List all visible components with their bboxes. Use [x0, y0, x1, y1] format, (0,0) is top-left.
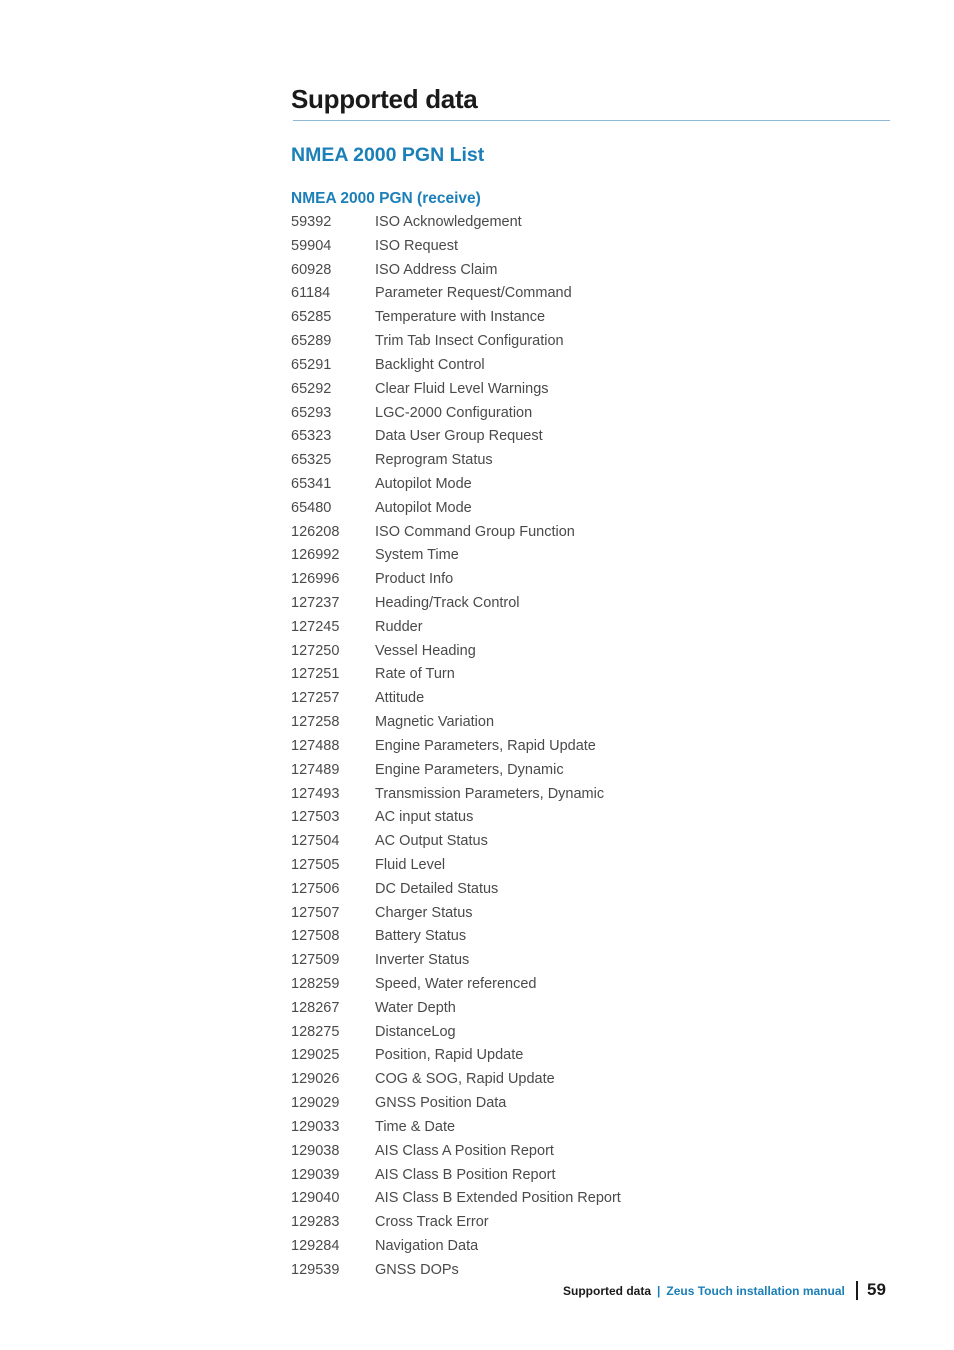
- pgn-description: ISO Acknowledgement: [375, 214, 522, 230]
- pgn-row: [291, 235, 621, 259]
- pgn-description: Clear Fluid Level Warnings: [375, 380, 549, 397]
- pgn-number: 127245: [291, 618, 340, 635]
- footer: [563, 1284, 845, 1298]
- pgn-row: [291, 1164, 621, 1188]
- pgn-row: [291, 759, 621, 783]
- pgn-number: 127258: [291, 714, 340, 731]
- pgn-number: 129040: [291, 1190, 340, 1207]
- pgn-description: Fluid Level: [375, 856, 446, 873]
- pgn-description: Time & Date: [375, 1118, 456, 1135]
- pgn-number: 127504: [291, 833, 340, 850]
- page-number-bar: [856, 1281, 858, 1300]
- pgn-description: Autopilot Mode: [375, 475, 472, 492]
- pgn-description: LGC-2000 Configuration: [375, 404, 533, 421]
- pgn-row: [291, 402, 621, 426]
- pgn-row: [291, 1140, 621, 1164]
- section-title: NMEA 2000 PGN List: [291, 144, 485, 166]
- pgn-number: 129284: [291, 1237, 340, 1254]
- pgn-number: 59392: [291, 214, 332, 230]
- pgn-row: [291, 616, 621, 640]
- pgn-description: Autopilot Mode: [375, 499, 472, 516]
- pgn-description: Navigation Data: [375, 1237, 479, 1254]
- footer-manual-title: Zeus Touch installation manual: [666, 1284, 845, 1298]
- pgn-description: Rate of Turn: [375, 666, 455, 683]
- pgn-description: Speed, Water referenced: [375, 976, 537, 992]
- pgn-number: 127251: [291, 666, 340, 683]
- pgn-number: 128275: [291, 1023, 340, 1040]
- pgn-number: 59904: [291, 237, 332, 254]
- pgn-row: [291, 449, 621, 473]
- pgn-row: [291, 425, 621, 449]
- pgn-description: GNSS Position Data: [375, 1095, 507, 1112]
- pgn-row: [291, 330, 621, 354]
- pgn-row: [291, 949, 621, 973]
- pgn-number: 127503: [291, 809, 340, 826]
- pgn-description: Heading/Track Control: [375, 595, 520, 611]
- pgn-number: 126996: [291, 571, 340, 588]
- pgn-row: [291, 354, 621, 378]
- pgn-description: Charger Status: [375, 904, 473, 921]
- pgn-row: [291, 1044, 621, 1068]
- pgn-row: [291, 568, 621, 592]
- pgn-number: 129025: [291, 1047, 340, 1064]
- pgn-description: AIS Class A Position Report: [375, 1142, 554, 1159]
- pgn-description: Attitude: [375, 690, 425, 707]
- footer-section-name: Supported data: [563, 1284, 652, 1298]
- pgn-row: [291, 830, 621, 854]
- pgn-number: 127488: [291, 737, 340, 754]
- pgn-description: Product Info: [375, 571, 454, 588]
- pgn-number: 129026: [291, 1071, 340, 1088]
- pgn-number: 127489: [291, 761, 340, 778]
- pgn-row: [291, 854, 621, 878]
- pgn-number: 127505: [291, 856, 340, 873]
- pgn-number: 65292: [291, 380, 332, 397]
- pgn-row: [291, 497, 621, 521]
- pgn-number: 129029: [291, 1095, 340, 1112]
- pgn-description: AC input status: [375, 809, 474, 826]
- pgn-row: [291, 806, 621, 830]
- pgn-number: 65289: [291, 333, 332, 350]
- pgn-list: [291, 211, 621, 1283]
- pgn-description: Rudder: [375, 618, 423, 635]
- pgn-row: [291, 1259, 621, 1283]
- pgn-row: [291, 997, 621, 1021]
- pgn-description: Engine Parameters, Rapid Update: [375, 737, 596, 754]
- pgn-number: 65480: [291, 499, 332, 516]
- pgn-description: System Time: [375, 547, 459, 564]
- pgn-number: 128259: [291, 976, 340, 992]
- pgn-row: [291, 1021, 621, 1045]
- pgn-row: [291, 1235, 621, 1259]
- pgn-number: 129033: [291, 1118, 340, 1135]
- pgn-row: [291, 521, 621, 545]
- footer-separator: |: [657, 1284, 661, 1298]
- pgn-number: 129283: [291, 1214, 340, 1231]
- pgn-row: [291, 640, 621, 664]
- pgn-number: 127257: [291, 690, 340, 707]
- pgn-description: GNSS DOPs: [375, 1261, 459, 1278]
- pgn-row: [291, 306, 621, 330]
- pgn-row: [291, 378, 621, 402]
- pgn-number: 127508: [291, 928, 340, 945]
- pgn-row: [291, 973, 621, 997]
- pgn-number: 127506: [291, 880, 340, 897]
- pgn-row: [291, 1092, 621, 1116]
- pgn-row: [291, 1187, 621, 1211]
- pgn-description: AIS Class B Extended Position Report: [375, 1190, 621, 1207]
- pgn-row: [291, 1068, 621, 1092]
- pgn-number: 127250: [291, 642, 340, 659]
- pgn-description: Trim Tab Insect Configuration: [375, 333, 564, 350]
- pgn-number: 65293: [291, 404, 332, 421]
- pgn-number: 65291: [291, 356, 332, 373]
- pgn-number: 65285: [291, 309, 332, 326]
- pgn-description: ISO Address Claim: [375, 261, 498, 278]
- pgn-row: [291, 544, 621, 568]
- pgn-description: ISO Request: [375, 237, 459, 254]
- pgn-row: [291, 687, 621, 711]
- pgn-row: [291, 902, 621, 926]
- pgn-description: Inverter Status: [375, 952, 470, 969]
- subsection-title: NMEA 2000 PGN (receive): [291, 190, 481, 207]
- pgn-number: 65323: [291, 428, 332, 445]
- pgn-description: COG & SOG, Rapid Update: [375, 1071, 555, 1088]
- page-title: Supported data: [291, 84, 478, 114]
- pgn-row: [291, 925, 621, 949]
- pgn-number: 61184: [291, 285, 331, 302]
- pgn-description: AIS Class B Position Report: [375, 1166, 556, 1183]
- pgn-row: [291, 592, 621, 616]
- pgn-row: [291, 711, 621, 735]
- pgn-description: Parameter Request/Command: [375, 285, 572, 302]
- pgn-description: AC Output Status: [375, 833, 488, 850]
- pgn-row: [291, 211, 621, 235]
- pgn-description: Vessel Heading: [375, 642, 476, 659]
- pgn-number: 126992: [291, 547, 340, 564]
- pgn-description: Cross Track Error: [375, 1214, 489, 1231]
- pgn-description: Backlight Control: [375, 356, 485, 373]
- pgn-row: [291, 259, 621, 283]
- pgn-description: Magnetic Variation: [375, 714, 495, 731]
- pgn-number: 60928: [291, 261, 332, 278]
- pgn-row: [291, 878, 621, 902]
- pgn-row: [291, 783, 621, 807]
- pgn-number: 129039: [291, 1166, 340, 1183]
- pgn-row: [291, 735, 621, 759]
- pgn-row: [291, 1116, 621, 1140]
- pgn-description: Position, Rapid Update: [375, 1047, 524, 1064]
- pgn-description: Battery Status: [375, 928, 467, 945]
- pgn-description: DC Detailed Status: [375, 880, 499, 897]
- pgn-description: Transmission Parameters, Dynamic: [375, 785, 605, 802]
- pgn-description: ISO Command Group Function: [375, 523, 575, 540]
- pgn-number: 129539: [291, 1261, 340, 1278]
- page-number: 59: [867, 1280, 886, 1299]
- pgn-number: 65341: [291, 475, 332, 492]
- pgn-description: Reprogram Status: [375, 452, 493, 469]
- pgn-description: Water Depth: [375, 999, 456, 1016]
- pgn-description: Temperature with Instance: [375, 309, 546, 326]
- pgn-row: [291, 663, 621, 687]
- pgn-number: 129038: [291, 1142, 340, 1159]
- pgn-number: 127509: [291, 952, 340, 969]
- pgn-number: 126208: [291, 523, 340, 540]
- title-divider: [293, 120, 890, 121]
- pgn-description: Data User Group Request: [375, 428, 543, 445]
- pgn-number: 65325: [291, 452, 332, 469]
- pgn-description: Engine Parameters, Dynamic: [375, 761, 564, 778]
- pgn-number: 127493: [291, 785, 340, 802]
- pgn-row: [291, 1211, 621, 1235]
- pgn-description: DistanceLog: [375, 1023, 456, 1040]
- pgn-number: 127237: [291, 595, 340, 611]
- pgn-row: [291, 282, 621, 306]
- pgn-row: [291, 473, 621, 497]
- pgn-number: 127507: [291, 904, 340, 921]
- pgn-number: 128267: [291, 999, 340, 1016]
